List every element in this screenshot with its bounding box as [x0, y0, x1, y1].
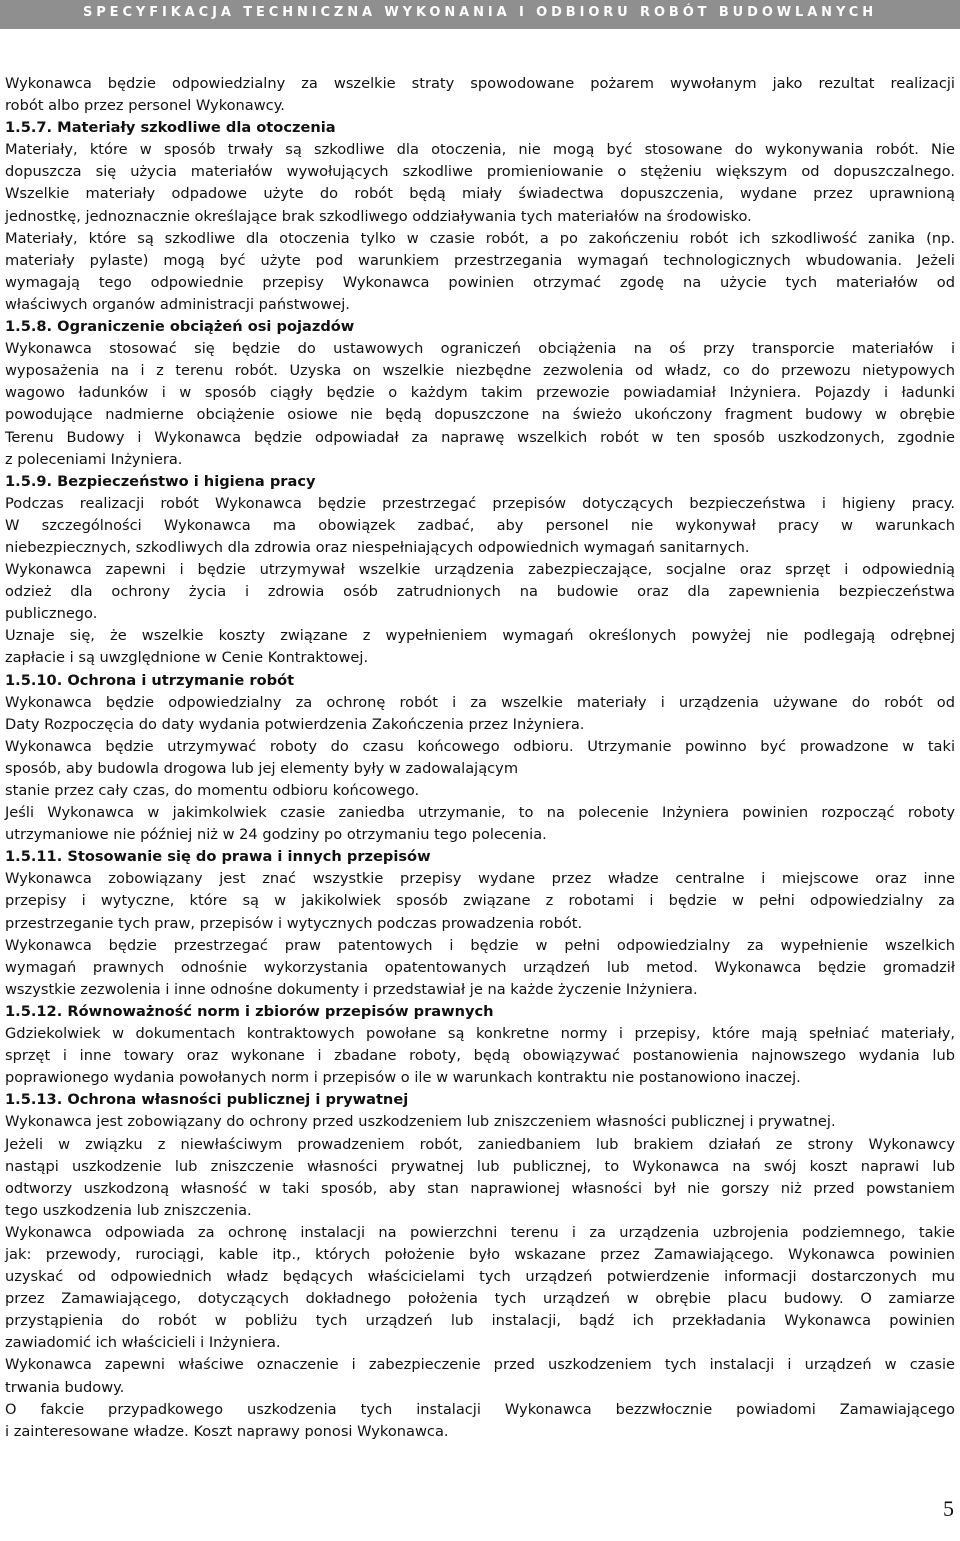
page-header — [0, 0, 960, 29]
text-line: publicznego. — [5, 605, 98, 623]
text-line: jednostkę, jednoznacznie określające brak szkodliwego oddziaływania tych materiałów na środowisko. — [5, 207, 752, 225]
text-line: materiały pylaste) mogą być użyte pod warunkiem przestrzegania wymagań technologicznych wbudowania. Jeżeli — [5, 251, 955, 269]
page-number: 5 — [943, 1496, 954, 1521]
text-line: Wykonawca będzie utrzymywać roboty do czasu końcowego odbioru. Utrzymanie powinno być prowadzone w taki — [5, 737, 955, 755]
text-line: Materiały, które są szkodliwe dla otoczenia tylko w czasie robót, a po zakończeniu robót ich szkodliwość zanika (np. — [5, 229, 955, 247]
text-line: Gdziekolwiek w dokumentach kontraktowych powołane są konkretne normy i przepisy, które mają spełniać materiały, — [5, 1025, 955, 1043]
text-line: sposób, aby budowla drogowa lub jej elementy były w zadowalającym — [5, 759, 519, 777]
section-heading: 1.5.12. Równoważność norm i zbiorów przepisów prawnych — [5, 1002, 494, 1020]
text-line: i zainteresowane władze. Koszt naprawy ponosi Wykonawca. — [5, 1422, 449, 1440]
text-line: Wykonawca jest zobowiązany do ochrony przed uszkodzeniem lub zniszczeniem własności publicznej i prywatnej. — [5, 1113, 836, 1131]
text-line: Materiały, które w sposób trwały są szkodliwe dla otoczenia, nie mogą być stosowane do wykonywania robót. Nie — [5, 141, 955, 159]
text-line: powodujące nadmierne obciążenie osiowe nie będą dopuszczone na świeżo ukończony fragment budowy w obrębie — [5, 406, 955, 424]
text-line: trwania budowy. — [5, 1378, 125, 1396]
text-line: utrzymaniowe nie później niż w 24 godziny po otrzymaniu tego polecenia. — [5, 826, 547, 844]
section-heading: 1.5.11. Stosowanie się do prawa i innych przepisów — [5, 848, 431, 866]
text-line: Wykonawca będzie odpowiedzialny za wszelkie straty spowodowane pożarem wywołanym jako rezultat realizacji — [5, 75, 955, 92]
text-line: odtworzy uszkodzoną własność w taki sposób, aby stan naprawionej własności był nie gorszy niż przed powstaniem — [5, 1179, 955, 1197]
text-line: tego uszkodzenia lub zniszczenia. — [5, 1201, 252, 1219]
text-line: Terenu Budowy i Wykonawca będzie odpowiadał za naprawę wszelkich robót w ten sposób uszkodzonych, zgodnie — [5, 428, 955, 446]
section-heading: 1.5.9. Bezpieczeństwo i higiena pracy — [5, 472, 316, 490]
text-line: uzyskać od odpowiednich władz będących właścicielami tych urządzeń potwierdzenie informacji dostarczonych mu — [5, 1268, 955, 1286]
text-line: przystąpienia do robót w pobliżu tych urządzeń lub instalacji, bądź ich przekładania Wykonawca powinien — [5, 1312, 955, 1330]
text-line: Wykonawca będzie przestrzegać praw patentowych i będzie w pełni odpowiedzialny za wypełnienie wszelkich — [5, 936, 955, 954]
text-line: wymagań prawnych odnośnie wykorzystania opatentowanych urządzeń lub metod. Wykonawca będzie gromadził — [5, 958, 955, 976]
document-title: SPECYFIKACJA TECHNICZNA WYKONANIA I ODBIORU ROBÓT BUDOWLANYCH — [82, 5, 878, 20]
section-heading: 1.5.13. Ochrona własności publicznej i prywatnej — [5, 1091, 409, 1109]
text-line: robót albo przez personel Wykonawcy. — [5, 97, 285, 115]
text-line: W szczególności Wykonawca ma obowiązek zadbać, aby personel nie wykonywał pracy w warunkach — [5, 516, 955, 534]
text-line: O fakcie przypadkowego uszkodzenia tych instalacji Wykonawca bezzwłocznie powiadomi Zamawiającego — [5, 1400, 955, 1418]
text-line: zapłacie i są uwzględnione w Cenie Kontraktowej. — [5, 649, 369, 667]
text-line: Jeżeli w związku z niewłaściwym prowadzeniem robót, zaniedbaniem lub brakiem działań ze strony Wykonawcy — [5, 1135, 955, 1153]
text-line: poprawionego wydania powołanych norm i przepisów o ile w warunkach kontraktu nie postanowiono inaczej. — [5, 1069, 801, 1087]
text-line: jak: przewody, rurociągi, kable itp., których położenie było wskazane przez Zamawiającego. Wykonawca powinien — [5, 1245, 955, 1263]
text-line: Wykonawca stosować się będzie do ustawowych ograniczeń obciążenia na oś przy transporcie materiałów i — [5, 340, 955, 358]
section-heading: 1.5.7. Materiały szkodliwe dla otoczenia — [5, 119, 336, 137]
text-line: wszystkie zezwolenia i inne odnośne dokumenty i przedstawiał je na każde życzenie Inżyniera. — [5, 980, 698, 998]
text-line: z poleceniami Inżyniera. — [5, 450, 183, 468]
text-line: Wykonawca będzie odpowiedzialny za ochronę robót i za wszelkie materiały i urządzenia używane do robót od — [5, 693, 955, 711]
text-line: Wykonawca odpowiada za ochronę instalacji na powierzchni terenu i za urządzenia uzbrojenia podziemnego, takie — [5, 1223, 955, 1241]
text-line: Jeśli Wykonawca w jakimkolwiek czasie zaniedba utrzymanie, to na polecenie Inżyniera powinien rozpocząć roboty — [5, 804, 955, 822]
text-line: niebezpiecznych, szkodliwych dla zdrowia oraz niespełniających odpowiednich wymagań sanitarnych. — [5, 538, 750, 556]
text-line: właściwych organów administracji państwowej. — [5, 295, 350, 313]
text-line: Wykonawca zobowiązany jest znać wszystkie przepisy wydane przez władze centralne i miejscowe oraz inne — [5, 870, 955, 888]
text-line: Wykonawca zapewni właściwe oznaczenie i zabezpieczenie przed uszkodzeniem tych instalacji i urządzeń w czasie — [5, 1356, 955, 1374]
text-line: stanie przez cały czas, do momentu odbioru końcowego. — [5, 782, 420, 799]
text-line: Wykonawca zapewni i będzie utrzymywał wszelkie urządzenia zabezpieczające, socjalne oraz sprzęt i odpowiednią — [5, 561, 955, 579]
text-line: odzież dla ochrony życia i zdrowia osób zatrudnionych na budowie oraz dla zapewnienia bezpieczeństwa — [5, 583, 955, 601]
text-line: wyposażenia na i z terenu robót. Uzyska on wszelkie niezbędne zezwolenia od władz, co do przewozu nietypowych — [5, 362, 955, 380]
text-line: nastąpi uszkodzenie lub zniszczenie własności prywatnej lub publicznej, to Wykonawca na swój koszt naprawi lub — [5, 1157, 955, 1175]
text-line: Uznaje się, że wszelkie koszty związane z wypełnieniem wymagań określonych powyżej nie podlegają odrębnej — [5, 627, 955, 645]
text-line: wymagają tego odpowiednie przepisy Wykonawca powinien otrzymać zgodę na użycie tych materiałów od — [5, 273, 955, 291]
text-line: przepisy i wytyczne, które są w jakikolwiek sposób związane z robotami i będzie w pełni odpowiedzialny za — [5, 892, 955, 910]
document-body — [5, 73, 955, 1443]
text-line: przestrzeganie tych praw, przepisów i wytycznych podczas prowadzenia robót. — [5, 914, 583, 932]
text-line: zawiadomić ich właścicieli i Inżyniera. — [5, 1334, 281, 1352]
text-line: dopuszcza się użycia materiałów wywołujących szkodliwe promieniowanie o stężeniu większym od dopuszczalnego. — [5, 163, 955, 181]
text-line: sprzęt i inne towary oraz wykonane i zbadane roboty, będą obowiązywać postanowienia najnowszego wydania lub — [5, 1047, 955, 1065]
section-heading: 1.5.8. Ograniczenie obciążeń osi pojazdów — [5, 318, 355, 336]
text-line: Daty Rozpoczęcia do daty wydania potwierdzenia Zakończenia przez Inżyniera. — [5, 715, 585, 733]
text-line: Podczas realizacji robót Wykonawca będzie przestrzegać przepisów dotyczących bezpieczeństwa i higieny pracy. — [5, 494, 955, 512]
section-heading: 1.5.10. Ochrona i utrzymanie robót — [5, 671, 295, 689]
text-line: Wszelkie materiały odpadowe użyte do robót będą miały świadectwa dopuszczenia, wydane przez uprawnioną — [5, 185, 955, 203]
text-line: przez Zamawiającego, dotyczących dokładnego położenia tych urządzeń w obrębie placu budowy. O zamiarze — [5, 1290, 955, 1308]
text-line: wagowo ładunków i w sposób ciągły będzie o każdym takim przewozie powiadamiał Inżyniera. Pojazdy i ładunki — [5, 384, 955, 402]
